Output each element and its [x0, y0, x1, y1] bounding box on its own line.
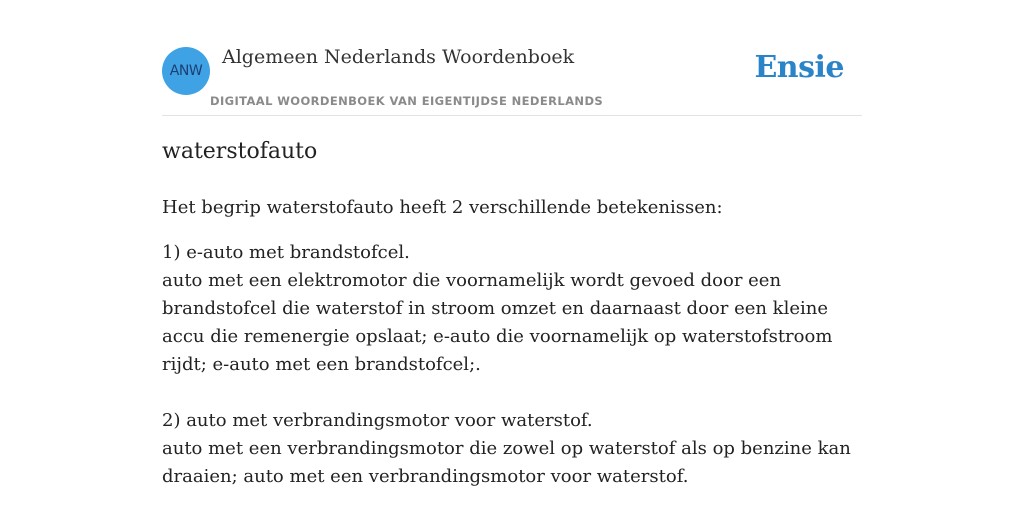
intro-text: Het begrip waterstofauto heeft 2 verschillende betekenissen: [162, 197, 723, 218]
entry-card [162, 0, 862, 512]
meaning-definition: auto met een elektromotor die voornamelijk wordt gevoed door een brandstofcel die waterstof in stroom omzet en daarnaast door een kleine accu die remenergie opslaat; e-auto die voornamelijk op waterstofstroom rijdt; e-auto met een brandstofcel;. [162, 270, 833, 375]
page-title: waterstofauto [162, 139, 318, 164]
anw-logo-text: ANW [169, 63, 203, 79]
meaning-heading: 1) e-auto met brandstofcel. [162, 242, 410, 263]
meaning-definition: auto met een verbrandingsmotor die zowel op waterstof als op benzine kan draaien; auto met een verbrandingsmotor voor waterstof. [162, 438, 851, 487]
meaning-heading: 2) auto met verbrandingsmotor voor waterstof. [162, 410, 593, 431]
site-subtitle: DIGITAAL WOORDENBOEK VAN EIGENTIJDSE NEDERLANDS [210, 94, 604, 108]
ensie-brand-logo[interactable]: Ensie [754, 50, 844, 85]
meanings-list [162, 239, 862, 519]
site-header [162, 0, 862, 116]
meaning-item [162, 239, 862, 379]
meaning-item [162, 407, 862, 491]
anw-logo[interactable] [162, 47, 210, 95]
site-title[interactable]: Algemeen Nederlands Woordenboek [222, 46, 575, 68]
